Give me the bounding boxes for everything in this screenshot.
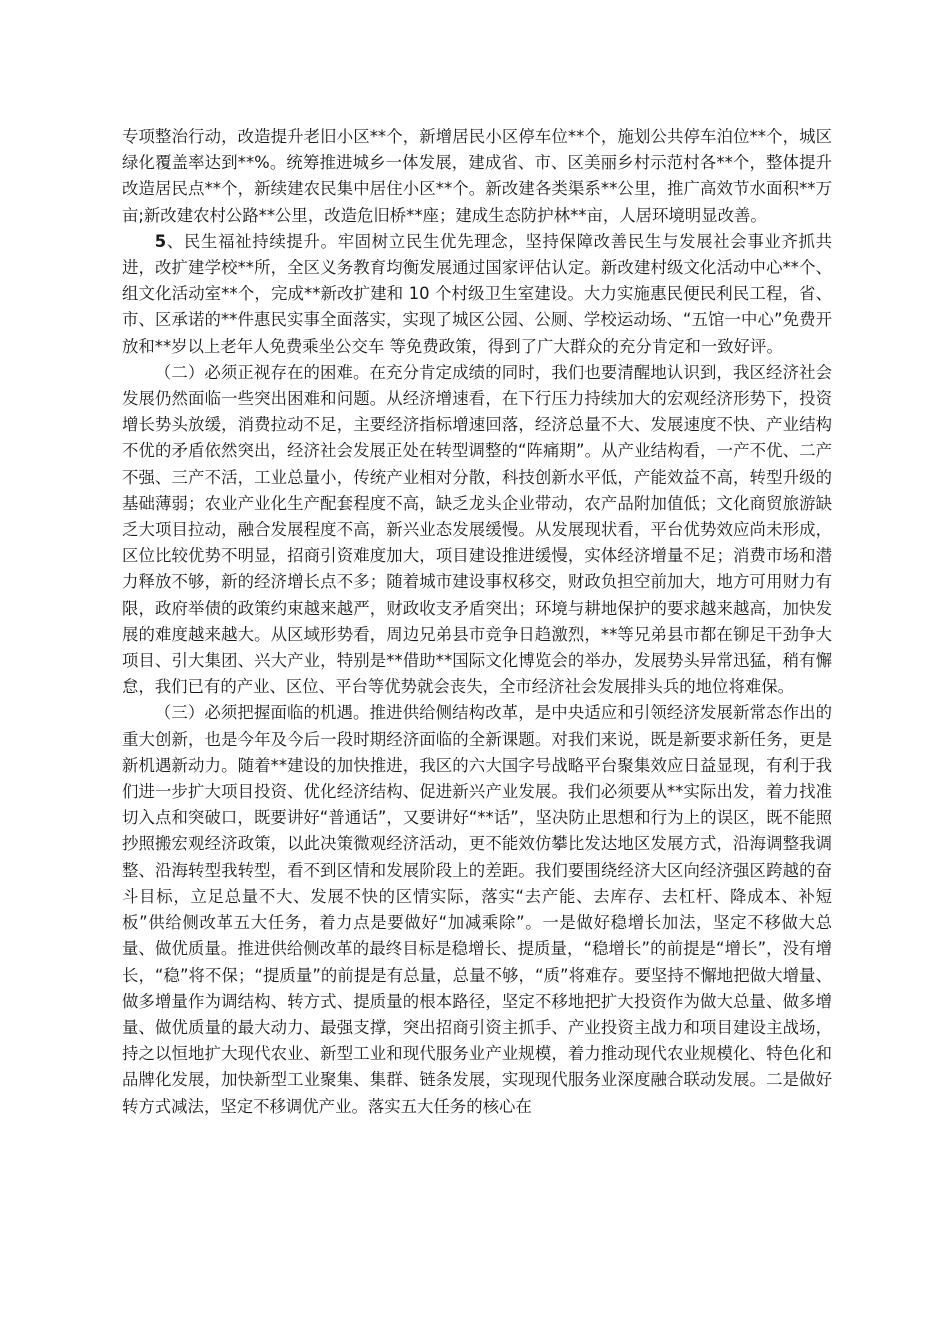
paragraph-text: 专项整治行动，改造提升老旧小区**个，新增居民小区停车位**个，施划公共停车泊位**个，城区绿化覆盖率达到**%。统筹推进城乡一体发展，建成省、市、区美丽乡村示范村各**个，整体提升改造居民点**个，新续建农民集中居住小区**个。新改建各类渠系**公里，推广高效节水面积**万亩;新改建农村公路**公里，改造危旧桥**座；建成生态防护林**亩，人居环境明显改善。 [122,127,832,225]
paragraph-text: （二）必须正视存在的困难。在充分肯定成绩的同时，我们也要清醒地认识到，我区经济社会发展仍然面临一些突出困难和问题。从经济增速看，在下行压力持续加大的宏观经济形势下，投资增长势头放缓，消费拉动不足，主要经济指标增速回落，经济总量不大、发展速度不快、产业结构不优的矛盾依然突出，经济社会发展正处在转型调整的“阵痛期”。从产业结构看，一产不优、二产不强、三产不活，工业总量小，传统产业相对分散，科技创新水平低，产能效益不高，转型升级的基础薄弱；农业产业化生产配套程度不高，缺乏龙头企业带动，农产品附加值低；文化商贸旅游缺乏大项目拉动，融合发展程度不高，新兴业态发展缓慢。从发展现状看，平台优势效应尚未形成，区位比较优势不明显，招商引资难度加大，项目建设推进缓慢，实体经济增量不足；消费市场和潜力释放不够，新的经济增长点不多；随着城市建设事权移交，财政负担空前加大，地方可用财力有限，政府举债的政策约束越来越严，财政收支矛盾突出；环境与耕地保护的要求越来越高，加快发展的难度越来越大。从区域形势看，周边兄弟县市竞争日趋激烈，**等兄弟县市都在铆足干劲争大项目、引大集团、兴大产业，特别是**借助**国际文化博览会的举办，发展势头异常迅猛，稍有懈怠，我们已有的产业、区位、平台等优势就会丧失，全市经济社会发展排头兵的地位将难保。 [122,362,832,697]
paragraph-text: （三）必须把握面临的机遇。推进供给侧结构改革，是中央适应和引领经济发展新常态作出的重大创新，也是今年及今后一段时期经济面临的全新课题。对我们来说，既是新要求新任务，更是新机遇新动力。随着**建设的加快推进，我区的六大国字号战略平台聚集效应日益显现，有利于我们进一步扩大项目投资、优化经济结构、促进新兴产业发展。我们必须要从**实际出发，着力找准切入点和突破口，既要讲好“普通话”，又要讲好“**话”，坚决防止思想和行为上的误区，既不能照抄照搬宏观经济政策，以此决策微观经济活动，更不能效仿攀比发达地区发展方式，沿海调整我调整、沿海转型我转型，看不到区情和发展阶段上的差距。我们要围绕经济大区向经济强区跨越的奋斗目标，立足总量不大、发展不快的区情实际，落实“去产能、去库存、去杠杆、降成本、补短板”供给侧改革五大任务，着力点是要做好“加减乘除”。一是做好稳增长加法，坚定不移做大总量、做优质量。推进供给侧改革的最终目标是稳增长、提质量，“稳增长”的前提是“增长”，没有增长，“稳”将不保；“提质量”的前提是有总量，总量不够，“质”将难存。要坚持不懈地把做大增量、做多增量作为调结构、转方式、提质量的根本路径，坚定不移地把扩大投资作为做大总量、做多增量、做优质量的最大动力、最强支撑，突出招商引资主抓手、产业投资主战力和项目建设主战场，持之以恒地扩大现代农业、新型工业和现代服务业产业规模，着力推动现代农业规模化、特色化和品牌化发展，加快新型工业聚集、集群、链条发展，实现现代服务业深度融合联动发展。二是做好转方式减法，坚定不移调优产业。落实五大任务的核心在 [122,703,832,1116]
paragraph-2 [122,229,832,360]
paragraph-4 [122,700,832,1119]
section-number: 5 [154,231,167,251]
document-page [122,124,832,1120]
paragraph-text: 、民生福祉持续提升。牢固树立民生优先理念，坚持保障改善民生与发展社会事业齐抓共进，改扩建学校**所，全区义务教育均衡发展通过国家评估认定。新改建村级文化活动中心**个、组文化活动室**个，完成**新改扩建和 10 个村级卫生室建设。大力实施惠民便民利民工程，省、市、区承诺的**件惠民实事全面落实，实现了城区公园、公厕、学校运动场、“五馆一中心”免费开放和**岁以上老年人免费乘坐公交车 等免费政策，得到了广大群众的充分肯定和一致好评。 [122,231,832,356]
paragraph-3 [122,360,832,701]
paragraph-1 [122,124,832,229]
